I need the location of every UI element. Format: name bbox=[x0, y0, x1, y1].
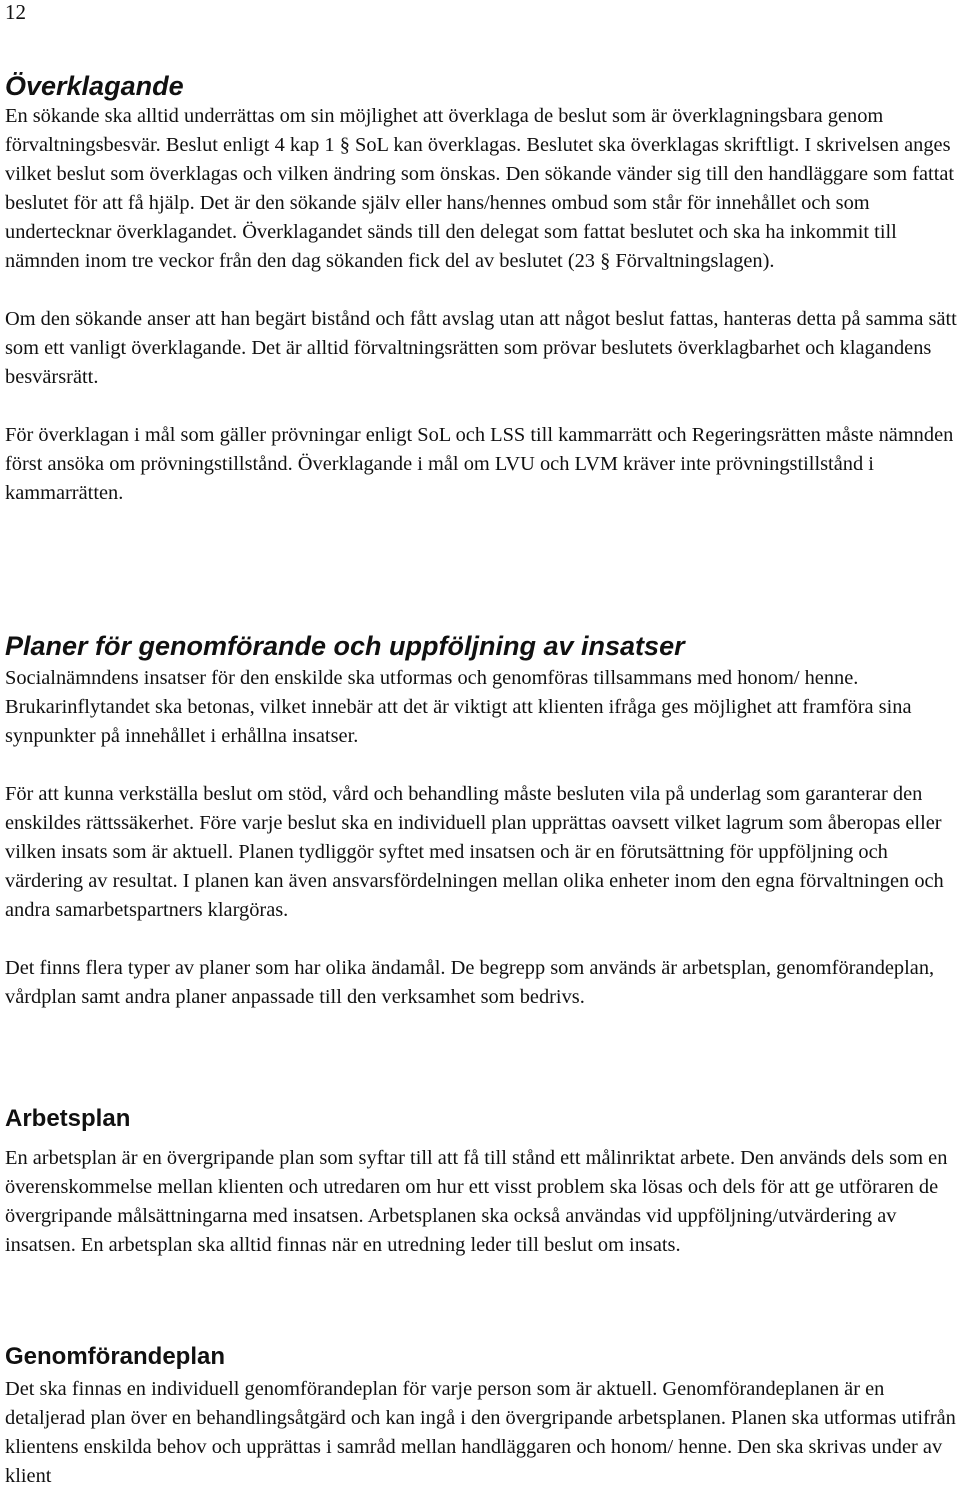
paragraph: Det finns flera typer av planer som har olika ändamål. De begrepp som används är arbetsplan, genomförandeplan, vårdplan samt andra planer anpassade till den verksamhet som bedrivs. bbox=[5, 957, 935, 1008]
paragraph: En sökande ska alltid underrättas om sin möjlighet att överklaga de beslut som är överklagningsbara genom förvaltningsbesvär. Beslut enligt 4 kap 1 § SoL kan överklagas. Beslutet ska överklagas skriftligt. I skrivelsen anges vilket beslut som överklagas och vilken ändring som önskas. Den sökande vänder sig till den handläggare som fattat beslutet för att få hjälp. Det är den sökande själv eller hans/hennes ombud som står för innehållet och som undertecknar överklagandet. Överklagandet sänds till den delegat som fattat beslutet och ska ha inkommit till nämnden inom tre veckor från den dag sökanden fick del av beslutet (23 § Förvaltningslagen). bbox=[5, 105, 955, 272]
paragraph: För överklagan i mål som gäller prövningar enligt SoL och LSS till kammarrätt och Regeringsrätten måste nämnden först ansöka om prövningstillstånd. Överklagande i mål om LVU och LVM kräver inte prövningstillstånd i kammarrätten. bbox=[5, 424, 954, 504]
section-planer bbox=[5, 630, 957, 1012]
paragraph: Socialnämndens insatser för den enskilde ska utformas och genomföras tillsammans med honom/ henne. Brukarinflytandet ska betonas, vilket innebär att det är viktigt att klienten ifråga ges möjlighet att framföra sina synpunkter på innehållet i erhållna insatser. bbox=[5, 667, 912, 747]
section-arbetsplan bbox=[5, 1104, 957, 1260]
heading-planer: Planer för genomförande och uppföljning av insatser bbox=[5, 631, 685, 661]
section-overklagande bbox=[5, 70, 957, 508]
paragraph: Det ska finnas en individuell genomförandeplan för varje person som är aktuell. Genomförandeplanen är en detaljerad plan över en behandlingsåtgärd och kan ingå i den övergripande arbetsplanen. Planen ska utformas utifrån klientens enskilda behov och upprättas i samråd mellan handläggaren och honom/ henne. Den ska skrivas under av klient bbox=[5, 1378, 956, 1487]
section-genomforandeplan bbox=[5, 1342, 957, 1491]
paragraph: En arbetsplan är en övergripande plan som syftar till att få till stånd ett målinriktat arbete. Den används dels som en överenskommelse mellan klienten och utredaren om hur ett visst problem ska lösas och dels för att ge utföraren de övergripande målsättningarna med insatsen. Arbetsplanen ska också användas vid uppföljning/utvärdering av insatsen. En arbetsplan ska alltid finnas när en utredning leder till beslut om insats. bbox=[5, 1147, 948, 1256]
paragraph: För att kunna verkställa beslut om stöd, vård och behandling måste besluten vila på underlag som garanterar den enskildes rättssäkerhet. Före varje beslut ska en individuell plan upprättas oavsett vilket lagrum som åberopas eller vilken insats som är aktuell. Planen tydliggör syftet med insatsen och är en förutsättning för uppföljning och värdering av resultat. I planen kan även ansvarsfördelningen mellan olika enheter inom den egna förvaltningen och andra samarbetspartners klargöras. bbox=[5, 783, 944, 921]
heading-genomforandeplan: Genomförandeplan bbox=[5, 1343, 226, 1370]
heading-overklagande: Överklagande bbox=[5, 71, 184, 101]
page-number: 12 bbox=[5, 0, 26, 24]
paragraph: Om den sökande anser att han begärt bistånd och fått avslag utan att något beslut fattas, hanteras detta på samma sätt som ett vanligt överklagande. Det är alltid förvaltningsrätten som prövar beslutets överklagbarhet och klagandens besvärsrätt. bbox=[5, 308, 957, 388]
heading-arbetsplan: Arbetsplan bbox=[5, 1105, 131, 1132]
